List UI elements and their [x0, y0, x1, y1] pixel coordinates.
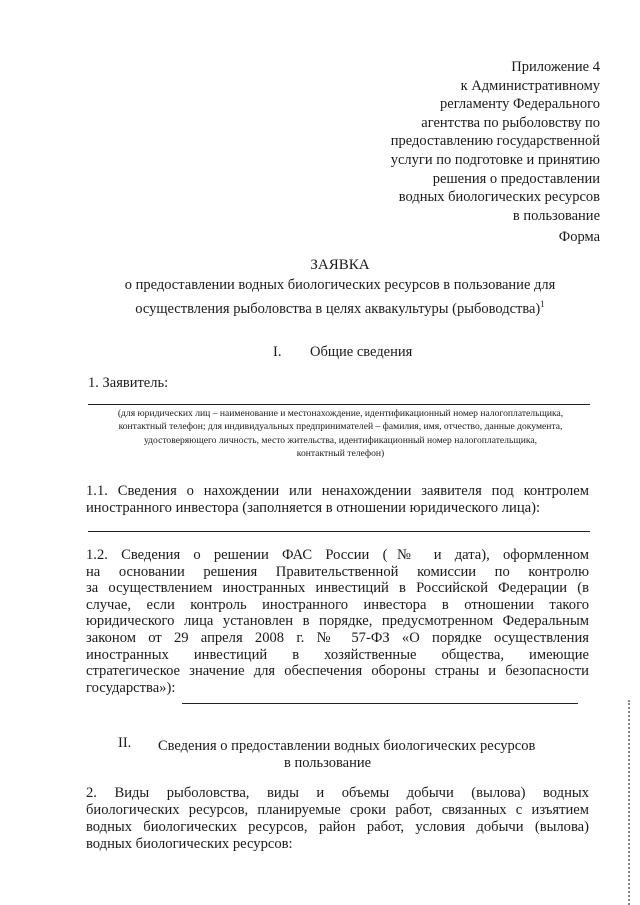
section-2-title-line-1: Сведения о предоставлении водных биологических ресурсов [158, 738, 536, 754]
section-2-number: II. [118, 735, 132, 751]
form-label: Форма [558, 229, 600, 245]
item-2-line: 2. Виды рыболовства, виды и объемы добычи (вылова) водных [86, 785, 589, 801]
section-1-number: I. [273, 344, 282, 360]
item-1-1-fill-line[interactable] [88, 531, 590, 532]
section-1-title: Общие сведения [310, 344, 413, 360]
item-1-2-line: государства»): [86, 679, 176, 696]
annex-line: решения о предоставлении [432, 170, 600, 187]
applicant-label: 1. Заявитель: [88, 375, 169, 391]
item-1-2-line: юридического лица установлен в порядке, предусмотренном Федеральным [86, 613, 589, 630]
annex-line: регламенту Федерального [440, 96, 600, 113]
item-1-2-line: случае, если контроль иностранного инвестора в отношении такого [86, 596, 589, 613]
document-title: ЗАЯВКА [310, 257, 370, 273]
item-1-2-line: стратегическое значение для обеспечения обороны страны и безопасности [86, 663, 589, 680]
footnote-mark: 1 [540, 299, 545, 309]
item-2-line: биологических ресурсов, планируемые сроки работ, связанных с изъятием [86, 802, 589, 818]
item-1-1 [86, 483, 589, 517]
item-2 [86, 785, 589, 853]
annex-line: водных биологических ресурсов [398, 189, 600, 206]
item-1-2-fill-line[interactable] [182, 703, 578, 704]
item-1-1-line: иностранного инвестора (заполняется в отношении юридического лица): [86, 500, 541, 516]
caption-line: контактный телефон) [296, 448, 385, 460]
applicant-caption [88, 407, 593, 461]
item-1-2-line: иностранных инвестиций в хозяйственные общества, имеющие [86, 646, 589, 663]
annex-header [300, 58, 600, 225]
applicant-fill-line[interactable] [88, 404, 590, 405]
annex-line: Приложение 4 [511, 59, 600, 75]
annex-line: агентства по рыболовству по [421, 114, 600, 131]
caption-line: (для юридических лиц – наименование и местонахождение, идентификационный номер налогоплательщика, [117, 408, 564, 419]
item-1-2-line: на основании решения Правительственной комиссии по контролю [86, 563, 589, 580]
item-1-2-line: законом от 29 апреля 2008 г. № 57-ФЗ «О порядке осуществления [86, 629, 589, 646]
document-subtitle [80, 276, 600, 319]
subtitle-line-1: о предоставлении водных биологических ресурсов в пользование для [124, 277, 556, 293]
item-2-line: водных биологических ресурсов: [86, 836, 293, 852]
item-1-2-line: за осуществлением иностранных инвестиций в Российской Федерации (в [86, 580, 589, 597]
item-1-1-line: 1.1. Сведения о нахождении или ненахождении заявителя под контролем [86, 483, 589, 499]
annex-line: услуги по подготовке и принятию [390, 151, 600, 168]
item-1-2 [86, 547, 589, 696]
item-2-line: водных биологических ресурсов, район работ, условия добычи (вылова) [86, 819, 589, 835]
scan-edge-mark [628, 700, 638, 905]
annex-line: в пользование [512, 207, 600, 224]
subtitle-line-2-text: осуществления рыболовства в целях аквакультуры (рыбоводства) [135, 300, 541, 317]
section-2-title-line-2: в пользование [284, 755, 372, 771]
annex-line: предоставлению государственной [390, 133, 600, 150]
caption-line: удостоверяющего личность, место жительства, идентификационный номер налогоплательщика, [143, 434, 538, 446]
item-1-2-line: 1.2. Сведения о решении ФАС России (№ и дата), оформленном [86, 547, 589, 563]
annex-line: к Административному [460, 77, 600, 94]
subtitle-line-2 [80, 295, 600, 319]
caption-line: контактный телефон; для индивидуальных предпринимателей – фамилия, имя, отчество, данные документа, [118, 421, 563, 433]
